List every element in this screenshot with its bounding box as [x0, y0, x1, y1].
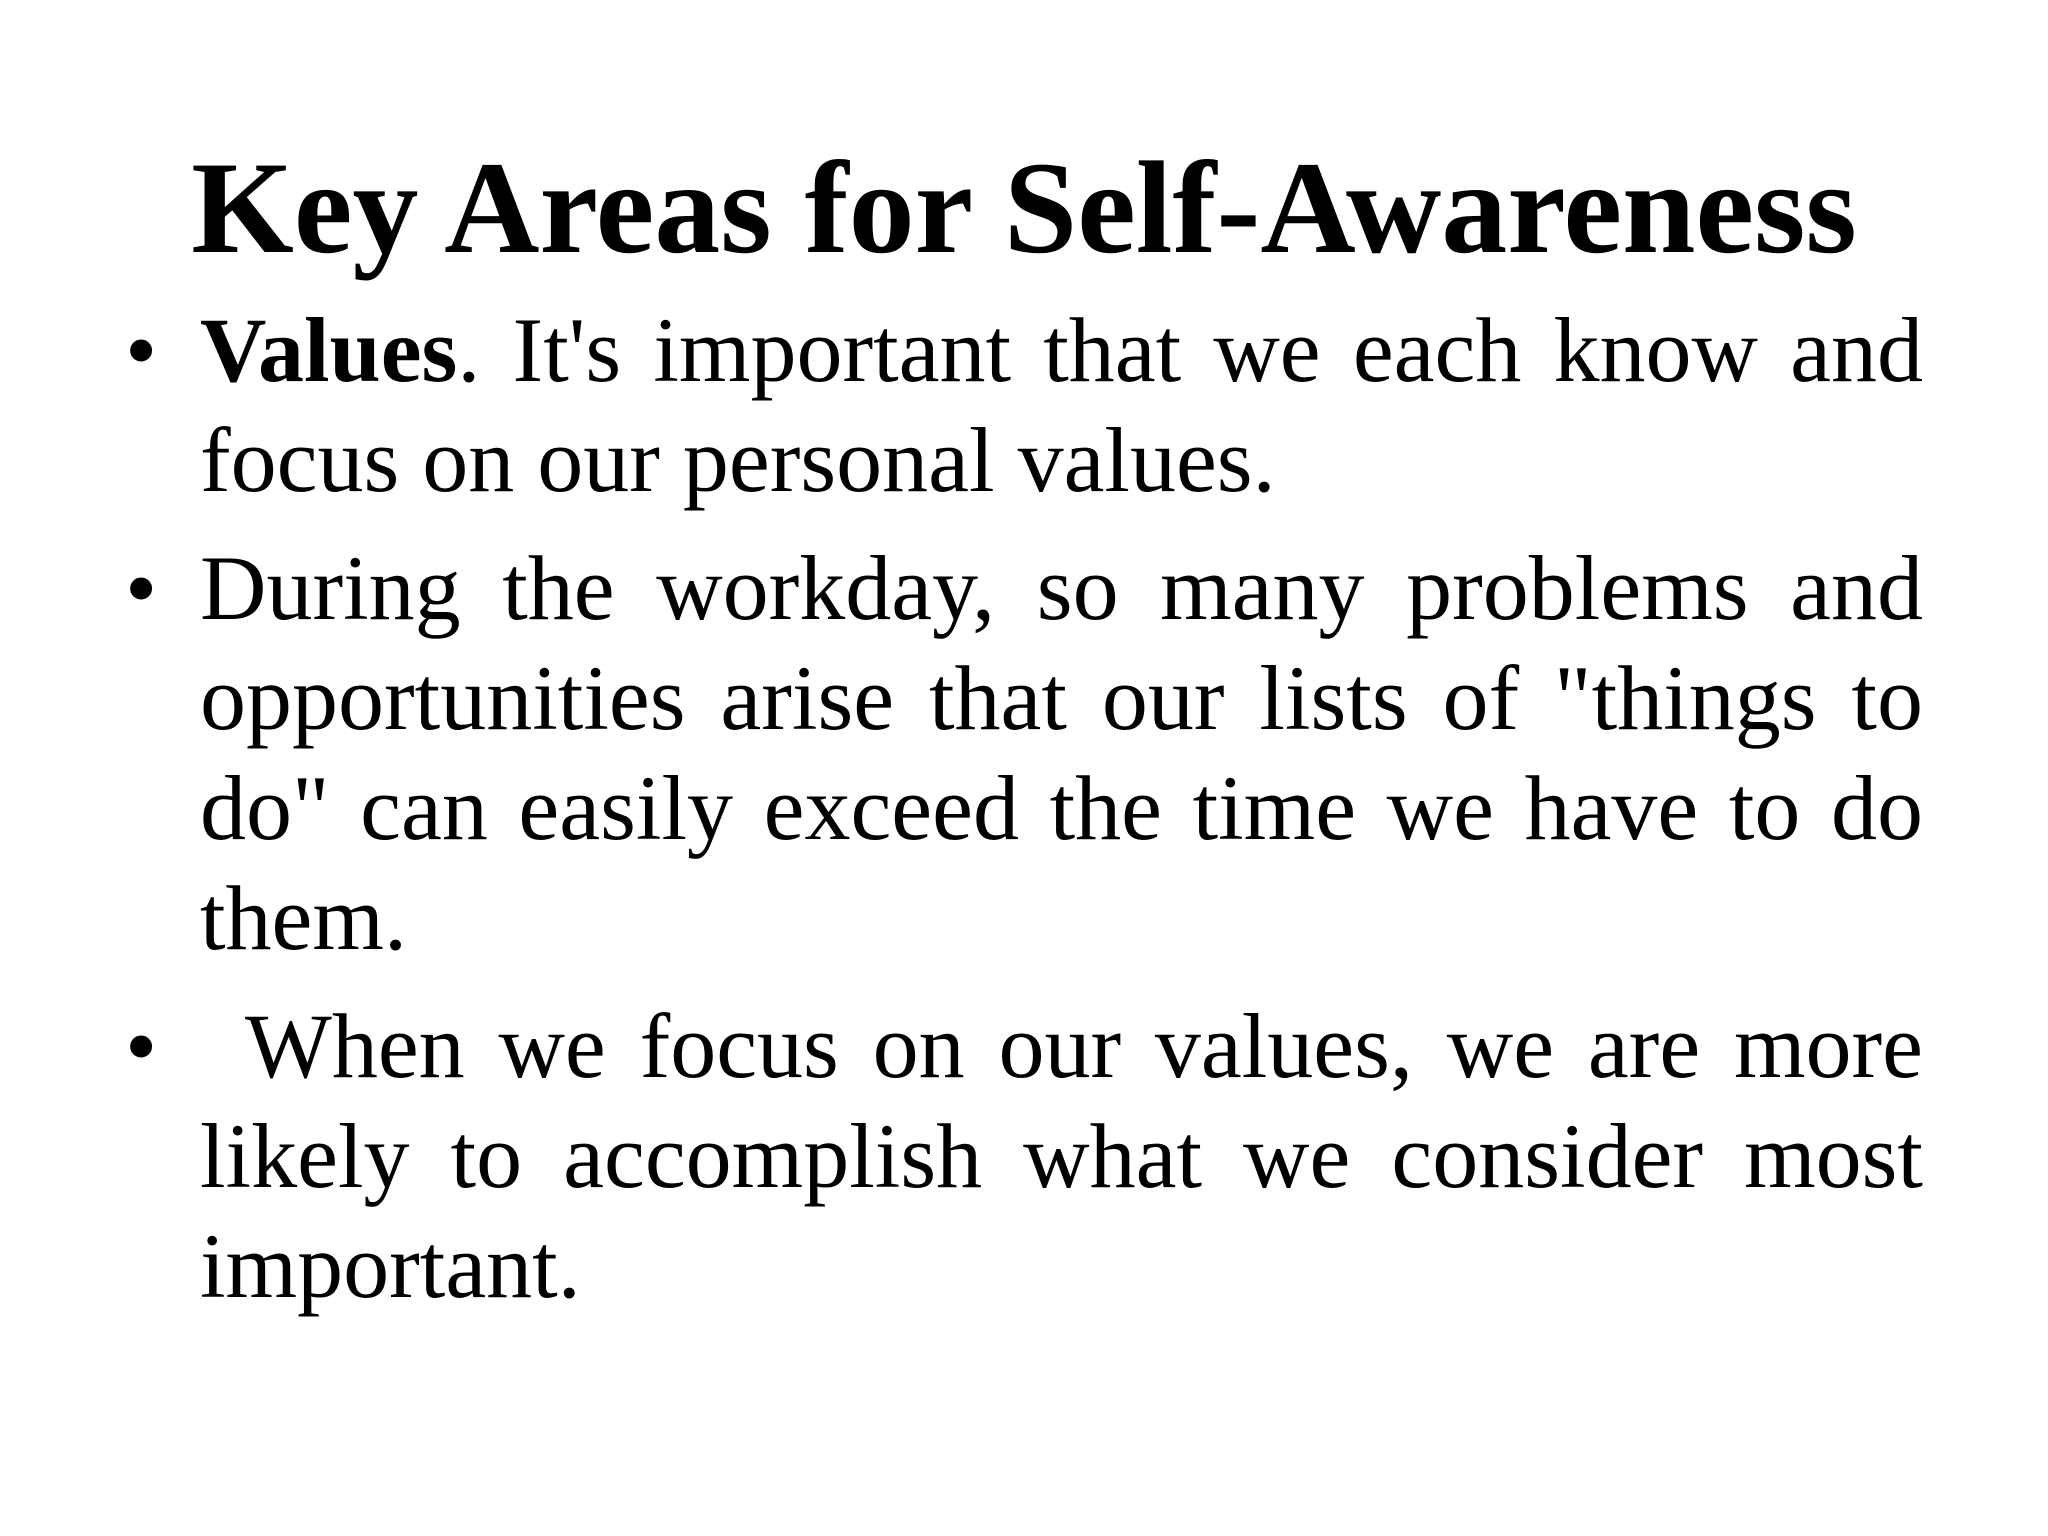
bullet-text: When we focus on our values, we are more likely to accomplish what we consider most important.: [200, 995, 1923, 1317]
bullet-item-focus: [125, 991, 1923, 1321]
bullet-bold-lead: Values: [200, 299, 458, 401]
bullet-marker: •: [125, 537, 158, 639]
slide-title: Key Areas for Self-Awareness: [191, 134, 1857, 281]
bullet-text: During the workday, so many problems and opportunities arise that our lists of "things to do" can easily exceed the time we have to do them.: [200, 537, 1923, 969]
bullet-text: [200, 295, 1923, 515]
bullet-marker: •: [125, 995, 158, 1097]
bullet-list: [0, 295, 2048, 1339]
bullet-item-values: [125, 295, 1923, 515]
bullet-item-workday: [125, 533, 1923, 973]
bullet-body: . It's important that we each know and focus on our personal values.: [200, 299, 1923, 511]
bullet-marker: •: [125, 299, 158, 401]
